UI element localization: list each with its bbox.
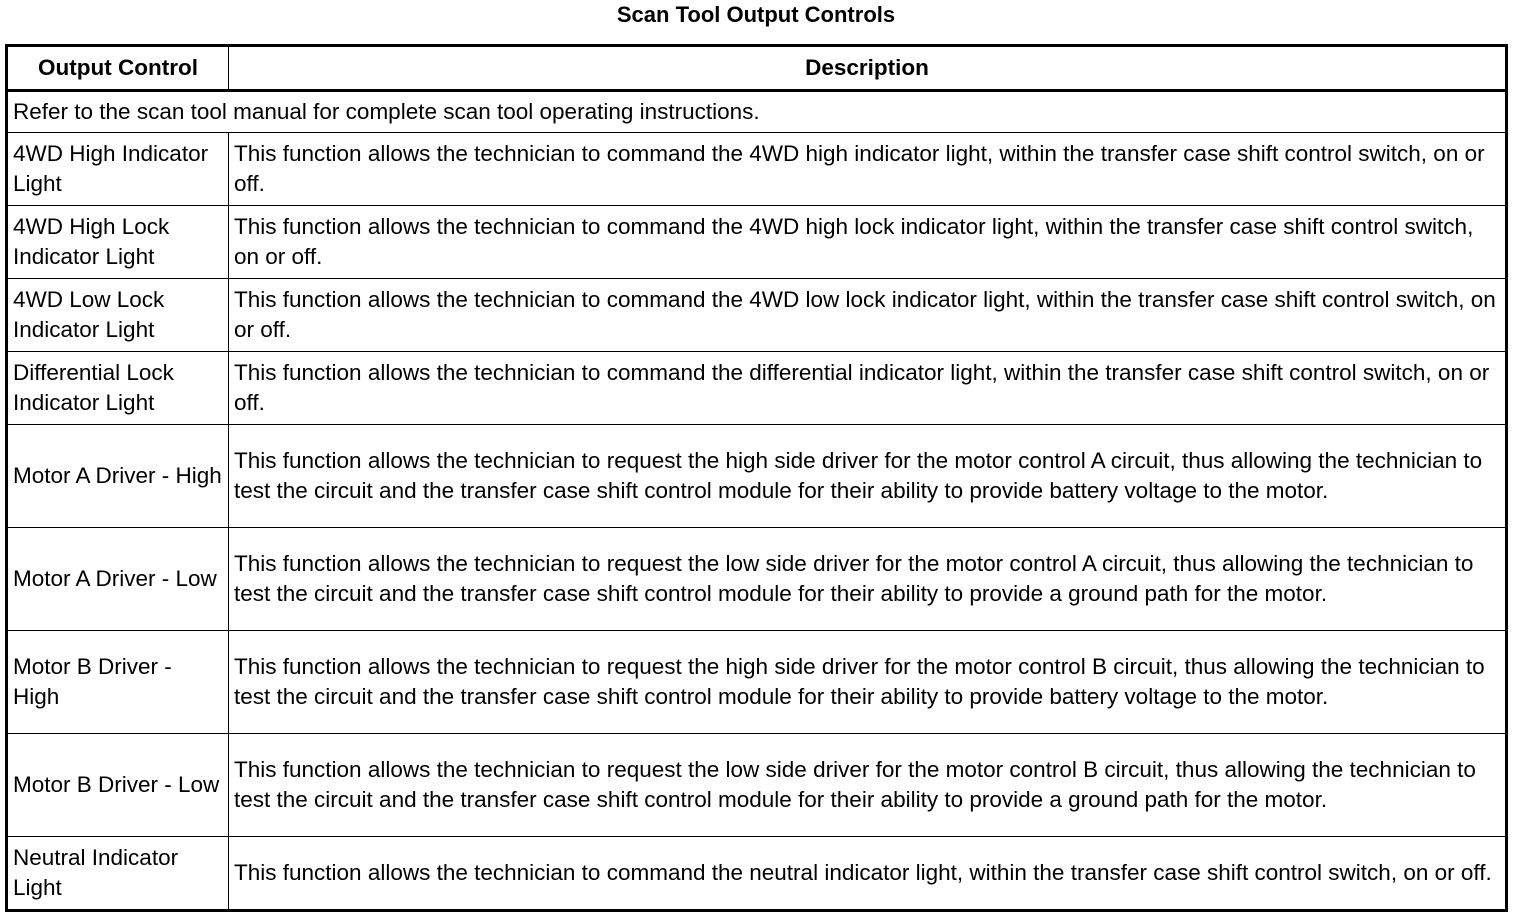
control-cell: 4WD High Indicator Light bbox=[7, 133, 229, 206]
description-cell: This function allows the technician to command the differential indicator light, within the transfer case shift control switch, on or off. bbox=[229, 352, 1507, 425]
table-row bbox=[7, 279, 1507, 352]
description-cell: This function allows the technician to command the 4WD high indicator light, within the transfer case shift control switch, on or off. bbox=[229, 133, 1507, 206]
description-cell: This function allows the technician to request the low side driver for the motor control A circuit, thus allowing the technician to test the circuit and the transfer case shift control module for their ability to provide a ground path for the motor. bbox=[229, 528, 1507, 631]
output-controls-table bbox=[5, 44, 1508, 912]
control-cell: Differential Lock Indicator Light bbox=[7, 352, 229, 425]
control-cell: Motor A Driver - Low bbox=[7, 528, 229, 631]
description-cell: This function allows the technician to request the low side driver for the motor control B circuit, thus allowing the technician to test the circuit and the transfer case shift control module for their ability to provide a ground path for the motor. bbox=[229, 734, 1507, 837]
control-cell: 4WD High Lock Indicator Light bbox=[7, 206, 229, 279]
control-cell: Motor B Driver - Low bbox=[7, 734, 229, 837]
header-description: Description bbox=[229, 46, 1507, 91]
control-cell: 4WD Low Lock Indicator Light bbox=[7, 279, 229, 352]
description-cell: This function allows the technician to command the 4WD low lock indicator light, within the transfer case shift control switch, on or off. bbox=[229, 279, 1507, 352]
table-header-row bbox=[7, 46, 1507, 91]
note-row bbox=[7, 91, 1507, 133]
table-row bbox=[7, 133, 1507, 206]
note-text: Refer to the scan tool manual for complete scan tool operating instructions. bbox=[7, 91, 1507, 133]
control-cell: Motor B Driver - High bbox=[7, 631, 229, 734]
header-output-control: Output Control bbox=[7, 46, 229, 91]
description-cell: This function allows the technician to request the high side driver for the motor control B circuit, thus allowing the technician to test the circuit and the transfer case shift control module for their ability to provide battery voltage to the motor. bbox=[229, 631, 1507, 734]
table-row bbox=[7, 837, 1507, 911]
table-row bbox=[7, 425, 1507, 528]
table-row bbox=[7, 734, 1507, 837]
table-row bbox=[7, 528, 1507, 631]
control-cell: Motor A Driver - High bbox=[7, 425, 229, 528]
page-title: Scan Tool Output Controls bbox=[616, 2, 896, 27]
table-row bbox=[7, 206, 1507, 279]
table-row bbox=[7, 631, 1507, 734]
table-row bbox=[7, 352, 1507, 425]
description-cell: This function allows the technician to request the high side driver for the motor control A circuit, thus allowing the technician to test the circuit and the transfer case shift control module for their ability to provide battery voltage to the motor. bbox=[229, 425, 1507, 528]
control-cell: Neutral Indicator Light bbox=[7, 837, 229, 911]
description-cell: This function allows the technician to command the neutral indicator light, within the transfer case shift control switch, on or off. bbox=[229, 837, 1507, 911]
description-cell: This function allows the technician to command the 4WD high lock indicator light, within the transfer case shift control switch, on or off. bbox=[229, 206, 1507, 279]
